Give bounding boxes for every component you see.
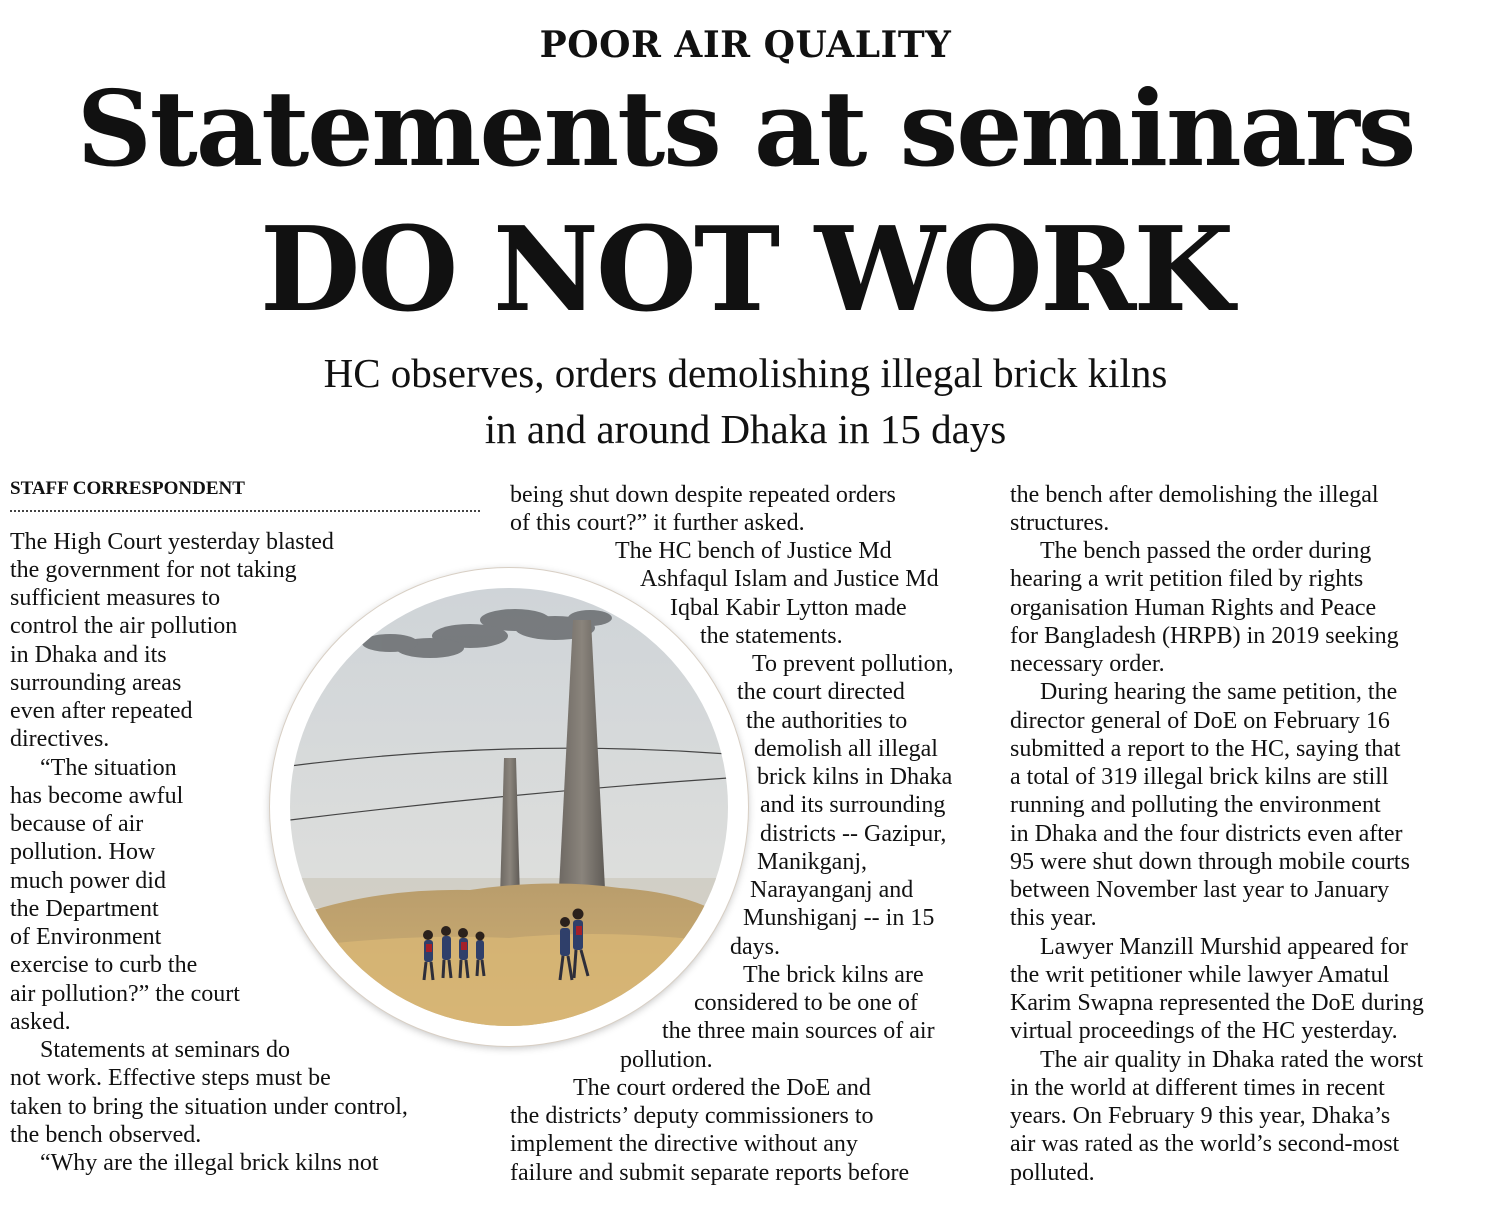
text-line: being shut down despite repeated orders bbox=[510, 482, 896, 508]
headline-line-2: DO NOT WORK bbox=[259, 202, 1232, 338]
text-line: pollution. How bbox=[10, 839, 156, 865]
text-line: years. On February 9 this year, Dhaka’s bbox=[1010, 1103, 1391, 1129]
text-line: virtual proceedings of the HC yesterday. bbox=[1010, 1018, 1398, 1044]
text-line: air was rated as the world’s second-most bbox=[1010, 1131, 1400, 1157]
text-line: in Dhaka and the four districts even after bbox=[1010, 821, 1403, 847]
text-line: air pollution?” the court bbox=[10, 981, 240, 1007]
dek-line-1: HC observes, orders demolishing illegal brick kilns bbox=[323, 350, 1168, 396]
text-line: districts -- Gazipur, bbox=[760, 821, 947, 847]
text-line: The brick kilns are bbox=[743, 962, 924, 988]
text-line: director general of DoE on February 16 bbox=[1010, 708, 1390, 734]
text-line: for Bangladesh (HRPB) in 2019 seeking bbox=[1010, 623, 1399, 649]
text-line: in Dhaka and its bbox=[10, 642, 167, 668]
byline-rule bbox=[10, 510, 480, 512]
text-line: During hearing the same petition, the bbox=[1040, 679, 1398, 705]
text-line: between November last year to January bbox=[1010, 877, 1390, 903]
text-line: Lawyer Manzill Murshid appeared for bbox=[1040, 934, 1408, 960]
text-line: Iqbal Kabir Lytton made bbox=[670, 595, 907, 621]
text-line: considered to be one of bbox=[694, 990, 918, 1016]
text-line: the three main sources of air bbox=[662, 1018, 935, 1044]
text-line: even after repeated bbox=[10, 698, 193, 724]
text-line: the bench observed. bbox=[10, 1122, 202, 1148]
text-line: The bench passed the order during bbox=[1040, 538, 1372, 564]
text-line: Ashfaqul Islam and Justice Md bbox=[640, 566, 939, 592]
text-line: Munshiganj -- in 15 bbox=[743, 905, 935, 931]
text-line: not work. Effective steps must be bbox=[10, 1065, 331, 1091]
text-line: the court directed bbox=[737, 679, 905, 705]
text-line: the writ petitioner while lawyer Amatul bbox=[1010, 962, 1390, 988]
brick-kiln-illustration bbox=[290, 588, 728, 1026]
text-line: the government for not taking bbox=[10, 557, 297, 583]
text-line: brick kilns in Dhaka bbox=[757, 764, 953, 790]
text-line: a total of 319 illegal brick kilns are still bbox=[1010, 764, 1389, 790]
text-line: the districts’ deputy commissioners to bbox=[510, 1103, 874, 1129]
dek-line-2: in and around Dhaka in 15 days bbox=[484, 406, 1007, 452]
text-line: control the air pollution bbox=[10, 613, 238, 639]
text-line: the statements. bbox=[700, 623, 843, 649]
text-line: exercise to curb the bbox=[10, 952, 198, 978]
text-line: this year. bbox=[1010, 905, 1097, 931]
text-line: Karim Swapna represented the DoE during bbox=[1010, 990, 1424, 1016]
text-line: necessary order. bbox=[1010, 651, 1165, 677]
text-line: and its surrounding bbox=[760, 792, 946, 818]
text-line: taken to bring the situation under control, bbox=[10, 1094, 408, 1120]
text-line: submitted a report to the HC, saying that bbox=[1010, 736, 1401, 762]
text-line: Manikganj, bbox=[757, 849, 867, 875]
text-line: “The situation bbox=[40, 755, 177, 781]
text-line: has become awful bbox=[10, 783, 184, 809]
kicker: POOR AIR QUALITY bbox=[539, 24, 952, 66]
text-line: directives. bbox=[10, 726, 110, 752]
text-line: days. bbox=[730, 934, 780, 960]
text-line: The court ordered the DoE and bbox=[573, 1075, 871, 1101]
brick-kiln-photo bbox=[270, 568, 748, 1046]
text-line: Statements at seminars do bbox=[40, 1037, 290, 1063]
byline: STAFF CORRESPONDENT bbox=[10, 478, 245, 499]
text-line: The air quality in Dhaka rated the worst bbox=[1040, 1047, 1424, 1073]
text-line: 95 were shut down through mobile courts bbox=[1010, 849, 1410, 875]
text-line: hearing a writ petition filed by rights bbox=[1010, 566, 1364, 592]
headline-line-1: Statements at seminars bbox=[76, 67, 1415, 190]
text-line: sufficient measures to bbox=[10, 585, 221, 611]
text-line: The High Court yesterday blasted bbox=[10, 529, 334, 555]
text-line: demolish all illegal bbox=[754, 736, 938, 762]
text-line: To prevent pollution, bbox=[752, 651, 954, 677]
text-line: surrounding areas bbox=[10, 670, 182, 696]
text-line: pollution. bbox=[620, 1047, 713, 1073]
text-line: the Department bbox=[10, 896, 159, 922]
text-line: in the world at different times in recent bbox=[1010, 1075, 1385, 1101]
text-line: “Why are the illegal brick kilns not bbox=[40, 1150, 379, 1176]
text-line: implement the directive without any bbox=[510, 1131, 858, 1157]
text-line: running and polluting the environment bbox=[1010, 792, 1381, 818]
text-line: the authorities to bbox=[746, 708, 908, 734]
text-line: structures. bbox=[1010, 510, 1110, 536]
text-line: asked. bbox=[10, 1009, 71, 1035]
text-line: organisation Human Rights and Peace bbox=[1010, 595, 1377, 621]
text-line: of Environment bbox=[10, 924, 162, 950]
text-line: The HC bench of Justice Md bbox=[615, 538, 892, 564]
text-line: polluted. bbox=[1010, 1160, 1095, 1186]
text-line: much power did bbox=[10, 868, 166, 894]
text-line: because of air bbox=[10, 811, 144, 837]
text-line: the bench after demolishing the illegal bbox=[1010, 482, 1379, 508]
text-line: of this court?” it further asked. bbox=[510, 510, 805, 536]
text-line: failure and submit separate reports before bbox=[510, 1160, 910, 1186]
text-line: Narayanganj and bbox=[750, 877, 914, 903]
